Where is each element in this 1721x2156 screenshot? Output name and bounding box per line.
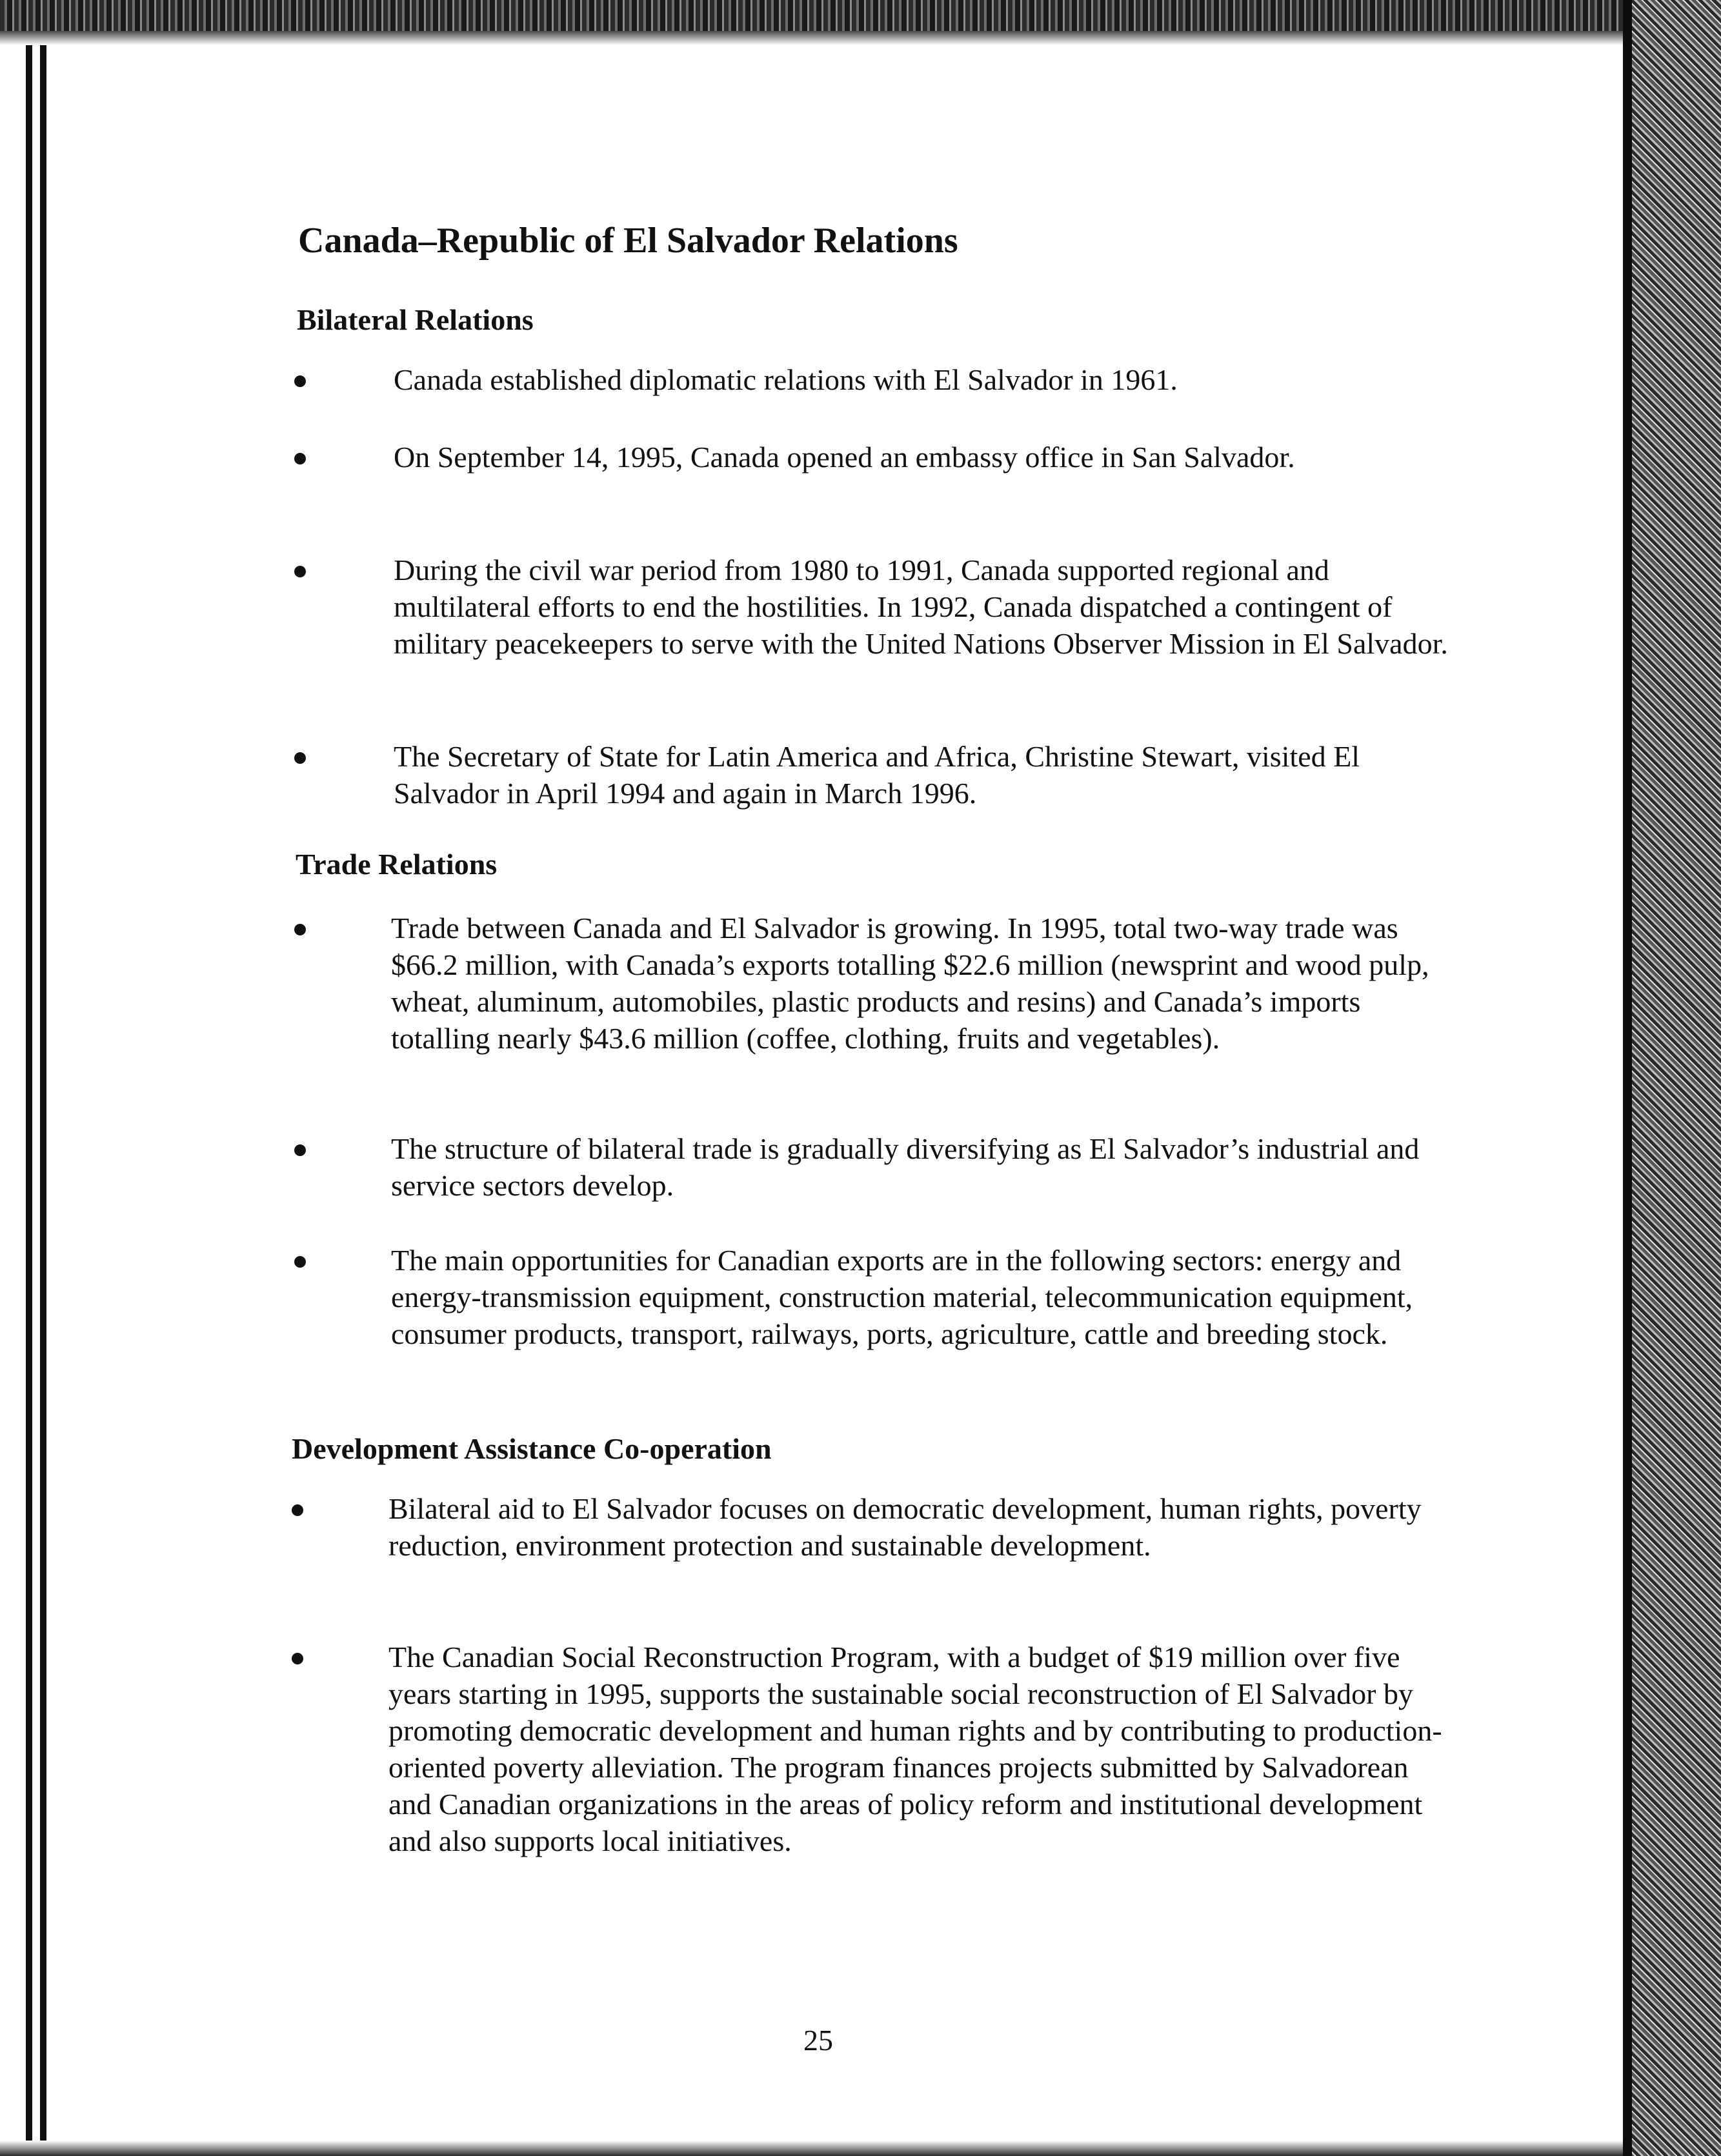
bullet-icon — [292, 1504, 303, 1516]
bullet-icon — [294, 752, 306, 764]
bullet-icon — [294, 453, 306, 464]
bullet-text: The Secretary of State for Latin America and Africa, Christine Stewart, visited El Salvador in April 1994 and again in March 1996. — [394, 740, 1360, 810]
bullet-icon — [294, 566, 306, 577]
bullet-icon — [292, 1653, 303, 1664]
bullet-text: Bilateral aid to El Salvador focuses on democratic development, human rights, poverty reduction, environment protection and sustainable development. — [388, 1492, 1422, 1562]
section-heading-trade-relations: Trade Relations — [296, 848, 498, 881]
bullet-text: The Canadian Social Reconstruction Program, with a budget of $19 million over five years starting in 1995, supports the sustainable social reconstruction of El Salvador by promoting democratic development and human rights and by contributing to production-oriented poverty alleviation. The program finances projects submitted by Salvadorean and Canadian organizations in the areas of policy reform and institutional development and also supports local initiatives. — [388, 1641, 1442, 1857]
bullet-text: Canada established diplomatic relations with El Salvador in 1961. — [394, 363, 1178, 396]
bullet-icon — [294, 375, 306, 387]
bullet-text: The main opportunities for Canadian exports are in the following sectors: energy and energy-transmission equipment, construction material, telecommunication equipment, consumer products, transport, railways, ports, agriculture, cattle and breeding stock. — [391, 1244, 1413, 1350]
bullet-text: On September 14, 1995, Canada opened an embassy office in San Salvador. — [394, 441, 1295, 474]
bullet-icon — [294, 1256, 306, 1268]
document-title: Canada–Republic of El Salvador Relations — [298, 221, 958, 261]
bullet-text: Trade between Canada and El Salvador is growing. In 1995, total two-way trade was $66.2 million, with Canada’s exports totalling $22.6 million (newsprint and wood pulp, wheat, aluminum, automobiles, plastic products and resins) and Canada’s imports totalling nearly $43.6 million (coffee, clothing, fruits and vegetables). — [391, 912, 1429, 1055]
bullet-icon — [294, 924, 306, 935]
bullet-icon — [294, 1144, 306, 1156]
section-heading-development-assistance: Development Assistance Co-operation — [292, 1432, 772, 1465]
section-heading-bilateral-relations: Bilateral Relations — [297, 303, 534, 336]
page-number: 25 — [803, 2024, 833, 2057]
bullet-text: The structure of bilateral trade is gradually diversifying as El Salvador’s industrial and service sectors develop. — [391, 1132, 1420, 1202]
bullet-text: During the civil war period from 1980 to 1991, Canada supported regional and multilateral efforts to end the hostilities. In 1992, Canada dispatched a contingent of military peacekeepers to serve with the United Nations Observer Mission in El Salvador. — [394, 554, 1448, 660]
